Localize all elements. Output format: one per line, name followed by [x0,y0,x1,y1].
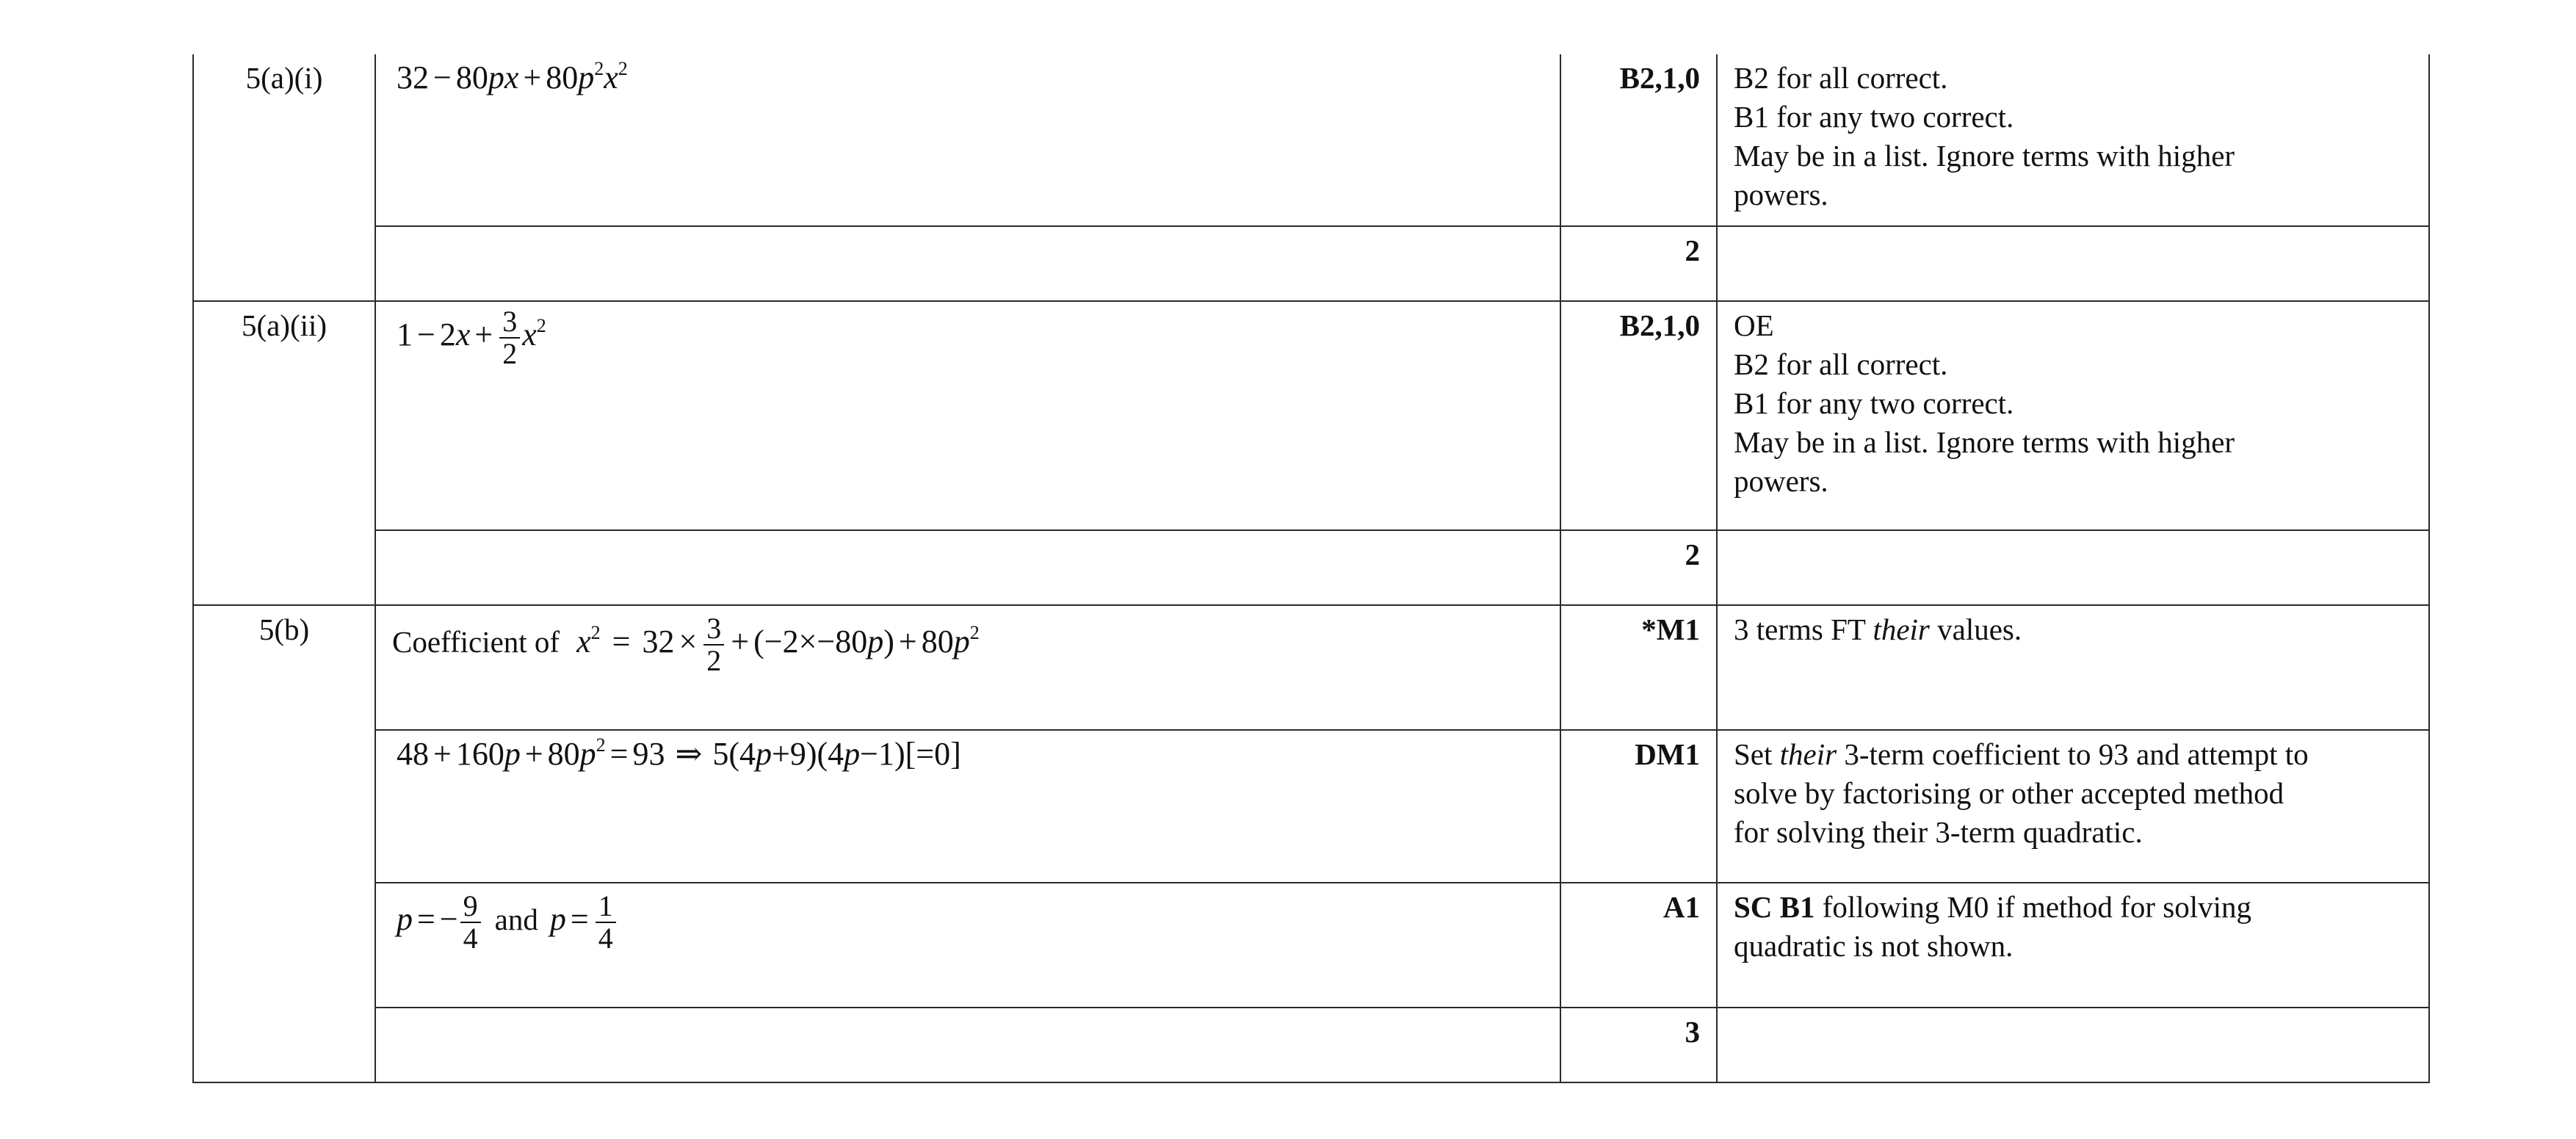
guidance-cell: B2 for all correct. B1 for any two correct. May be in a list. Ignore terms with higher powers. [1717,54,2429,226]
fraction: $\frac{9}{4}$ [460,891,481,954]
question-number: 5(a)(ii) [193,301,375,605]
table-row [193,605,2429,730]
answer-cell [375,54,1560,226]
mark-cell: DM1 [1560,730,1717,883]
answer-expression: 1 − 2x + $\frac{3}{2}$ $x^2$ [397,305,546,370]
mark-cell: A1 [1560,883,1717,1008]
mark-cell: B2,1,0 [1560,54,1717,226]
guidance-cell: SC B1 following M0 if method for solving quadratic is not shown. [1717,883,2429,1008]
total-row [193,226,2429,301]
fraction: $\frac{3}{2}$ [703,613,724,676]
table-row [193,883,2429,1008]
fraction: $\frac{1}{4}$ [596,891,616,954]
guidance-cell: OE B2 for all correct. B1 for any two correct. May be in a list. Ignore terms with higher powers. [1717,301,2429,530]
answer-expression: $32 - 80px + 80p^2x^2$ [397,58,628,95]
answer-cell [375,883,1560,1008]
answer-cell [375,605,1560,730]
guidance-cell: 3 terms FT their values. [1717,605,2429,730]
mark-cell: B2,1,0 [1560,301,1717,530]
total-mark: 3 [1560,1008,1717,1082]
table-row [193,730,2429,883]
question-number: 5(b) [193,605,375,1082]
mark-scheme-table [192,54,2430,1083]
answer-expression: $48 + 160p + 80p^2 = 93$ ⇒ 5(4p+9)(4p−1)[=0] [397,734,961,772]
answer-cell [375,730,1560,883]
total-row [193,530,2429,605]
mark-cell: *M1 [1560,605,1717,730]
guidance-cell: Set their 3-term coefficient to 93 and attempt to solve by factorising or other accepted method for solving their 3-term quadratic. [1717,730,2429,883]
answer-cell [375,301,1560,530]
table-row [193,301,2429,530]
answer-expression: p = − $\frac{9}{4}$ and p = $\frac{1}{4}$ [376,883,1560,954]
fraction: $\frac{3}{2}$ [499,306,520,369]
total-mark: 2 [1560,530,1717,605]
total-row [193,1008,2429,1082]
table-row [193,54,2429,226]
question-number: 5(a)(i) [193,54,375,301]
answer-expression: Coefficient of $x^2 = 32$ × $\frac{3}{2}$ + $(-2\times-80p) + 80p^2$ [392,612,980,677]
total-mark: 2 [1560,226,1717,301]
